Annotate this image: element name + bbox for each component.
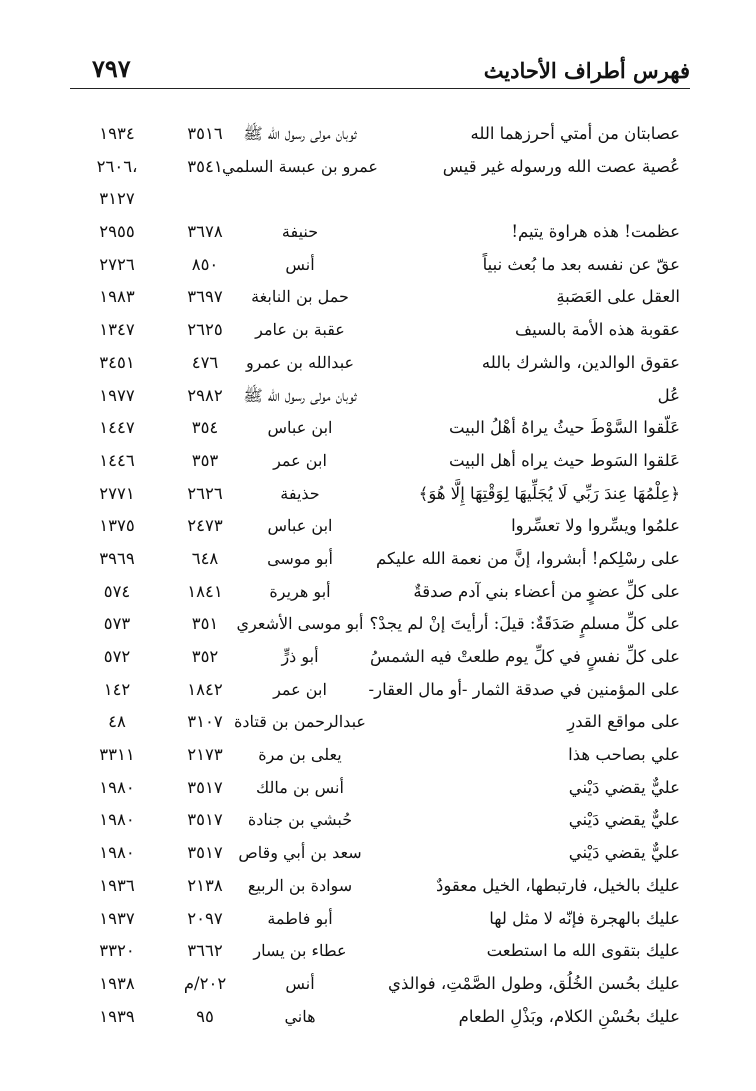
narrator-name: حنيفة <box>281 222 319 242</box>
source-number: ٢٧٢٦ <box>99 254 135 274</box>
hadith-number: ٢٠٩٧ <box>187 908 223 928</box>
table-row <box>70 676 690 709</box>
source-number: ١٣٤٧ <box>99 320 135 340</box>
hadith-number: ١٨٤١ <box>187 581 223 601</box>
narrator-name: حُبشي بن جنادة <box>247 810 353 830</box>
source-number: ١٩٨٠ <box>99 777 135 797</box>
narrator-name: أنس بن مالك <box>256 777 344 797</box>
hadith-text: عظمت! هذه هراوة يتيم! <box>511 222 680 242</box>
narrator-name: أبو ذرٍّ <box>281 647 319 666</box>
table-row <box>70 447 690 480</box>
table-row <box>70 414 690 447</box>
hadith-number: ٣٥٢ <box>191 647 219 666</box>
table-row <box>70 185 690 218</box>
table-row <box>70 283 690 316</box>
hadith-text: على كلِّ نفسٍ في كلِّ يوم طلعتْ فيه الشمسُ <box>369 647 680 666</box>
hadith-number: ٢٩٨٢ <box>187 385 223 405</box>
source-number: ٥٧٢ <box>103 647 131 666</box>
table-row <box>70 708 690 741</box>
source-number: ٣٣١١ <box>99 745 135 765</box>
hadith-number: ٨٥٠ <box>191 254 219 274</box>
narrator-name: ابن عمر <box>273 450 327 470</box>
table-row <box>70 251 690 284</box>
table-row <box>70 872 690 905</box>
hadith-text: عقوق الوالدين، والشرك بالله <box>481 352 680 372</box>
source-number: ٥٧٣ <box>103 614 131 634</box>
source-number: ١٩٣٧ <box>99 908 135 928</box>
hadith-number: ٣٥١٦ <box>187 124 223 143</box>
narrator-name: ثوبان مولى رسول الله ﷺ <box>243 124 357 143</box>
narrator-name: أبو موسى الأشعري <box>236 614 364 634</box>
table-row <box>70 1003 690 1036</box>
hadith-number: ٣٥١٧ <box>187 777 223 797</box>
hadith-number: ٣٥٣ <box>191 450 219 470</box>
hadith-number: ٣٥١ <box>191 614 219 634</box>
source-number: ١٤٤٧ <box>99 418 135 438</box>
hadith-text: على مواقع القدرِ <box>567 712 680 732</box>
narrator-name: سوادة بن الربيع <box>247 875 353 895</box>
narrator-name: أبو فاطمة <box>267 908 333 928</box>
hadith-text: عَلّقوا السَّوْطَ حيثُ يراهُ أهْلُ البيت <box>449 418 680 438</box>
narrator-name: عطاء بن يسار <box>253 941 347 961</box>
narrator-name: ابن عمر <box>273 679 327 699</box>
hadith-number: ٣٥٤ <box>191 418 219 438</box>
table-row <box>70 970 690 1003</box>
hadith-number: ٢٦٢٦ <box>187 483 223 503</box>
hadith-number: ٣٦٦٢ <box>187 941 223 961</box>
hadith-number: ٢٤٧٣ <box>187 516 223 536</box>
narrator-name: ثوبان مولى رسول الله ﷺ <box>243 385 357 405</box>
hadith-number: ٦٤٨ <box>191 548 219 568</box>
source-number: ١٤٤٦ <box>99 450 135 470</box>
table-row <box>70 741 690 774</box>
hadith-text: عليٌّ يقضي دَيْني <box>568 810 680 830</box>
page-title: فهرس أطراف الأحاديث <box>483 58 690 83</box>
hadith-number: ١٨٤٢ <box>187 679 223 699</box>
source-number: ١٩٣٦ <box>99 875 135 895</box>
hadith-text: عقّ عن نفسه بعد ما بُعث نبياً <box>482 254 680 274</box>
hadith-number: ٣١٠٧ <box>187 712 223 732</box>
hadith-number: ٢١٧٣ <box>187 745 223 765</box>
hadith-number: ٣٥١٧ <box>187 843 223 863</box>
source-number: ١٤٢ <box>103 679 131 699</box>
hadith-text: العقل على العَصَبةِ <box>556 287 680 307</box>
hadith-number: ٩٥ <box>196 1006 214 1026</box>
hadith-text: عصابتان من أمتي أحرزهما الله <box>470 124 680 143</box>
narrator-name: يعلى بن مرة <box>258 745 342 765</box>
table-row <box>70 120 690 153</box>
hadith-number: ٣٦٩٧ <box>187 287 223 307</box>
table-row <box>70 643 690 676</box>
source-number: ٣٩٦٩ <box>99 548 135 568</box>
source-number: ١٩٧٧ <box>99 385 135 405</box>
narrator-name: أنس <box>285 254 315 274</box>
hadith-number: ٢٠٢/م <box>183 973 227 993</box>
table-row <box>70 153 690 186</box>
table-row <box>70 578 690 611</box>
narrator-name: أبو هريرة <box>269 581 331 601</box>
table-row <box>70 218 690 251</box>
narrator-name: عقبة بن عامر <box>255 320 345 340</box>
narrator-name: عمرو بن عبسة السلمي <box>222 156 378 176</box>
page-number: ٧٩٧ <box>92 54 131 83</box>
hadith-text: عُصية عصت الله ورسوله غير قيس <box>442 156 680 176</box>
source-number: ١٩٣٤ <box>99 124 135 143</box>
hadith-index-table <box>70 120 690 1035</box>
page-header <box>70 48 690 89</box>
table-row <box>70 905 690 938</box>
hadith-text: عليك بالهجرة فإنّه لا مثل لها <box>489 908 680 928</box>
hadith-number: ٣٦٧٨ <box>187 222 223 242</box>
table-row <box>70 774 690 807</box>
source-number: ١٩٨٠ <box>99 810 135 830</box>
narrator-name: عبدالله بن عمرو <box>245 352 355 372</box>
hadith-text: على كلِّ مسلمٍ صَدَقَةٌ: قيلَ: أرأيتَ إنْ لم يجدْ؟ <box>369 614 680 634</box>
table-row <box>70 480 690 513</box>
hadith-text: عليك بحُسْنِ الكلام، وبَذْلِ الطعام <box>458 1006 680 1026</box>
table-row <box>70 316 690 349</box>
table-row <box>70 349 690 382</box>
hadith-text: عقوبة هذه الأمة بالسيف <box>515 320 680 340</box>
source-number: ٥٧٤ <box>103 581 131 601</box>
source-number: ٣٣٢٠ <box>99 941 135 961</box>
narrator-name: هاني <box>284 1006 316 1026</box>
hadith-text: على المؤمنين في صدقة الثمار -أو مال العقار- <box>368 679 680 699</box>
source-number: ١٩٣٨ <box>99 973 135 993</box>
narrator-name: عبدالرحمن بن قتادة <box>234 712 366 732</box>
hadith-text: عليك بالخيل، فارتبطها، الخيل معقودٌ <box>436 875 680 895</box>
table-row <box>70 545 690 578</box>
hadith-text: علي بصاحب هذا <box>568 745 680 765</box>
table-row <box>70 610 690 643</box>
source-number: ١٩٨٠ <box>99 843 135 863</box>
table-row <box>70 382 690 415</box>
hadith-text: على كلِّ عضوٍ من أعضاء بني آدم صدقةٌ <box>413 581 680 601</box>
narrator-name: أنس <box>285 973 315 993</box>
hadith-text: علمُوا ويسِّروا ولا تعسِّروا <box>511 516 680 536</box>
table-row <box>70 937 690 970</box>
hadith-text: عليٌّ يقضي دَيْني <box>568 843 680 863</box>
source-number: ٢٧٧١ <box>99 483 135 503</box>
narrator-name: حمل بن النابغة <box>251 287 349 307</box>
narrator-name: ابن عباس <box>267 516 333 536</box>
source-number: ٢٩٥٥ <box>99 222 135 242</box>
narrator-name: أبو موسى <box>267 548 333 568</box>
table-row <box>70 806 690 839</box>
narrator-name: ابن عباس <box>267 418 333 438</box>
hadith-text: عُل <box>657 385 680 405</box>
hadith-number: ٣٥٤١ <box>187 156 223 176</box>
hadith-text: عليك بحُسن الخُلُق، وطول الصَّمْتِ، فوالذي <box>388 973 680 993</box>
hadith-text: على رسْلِكم! أبشروا، إنَّ من نعمة الله عليكم <box>376 548 680 568</box>
table-row <box>70 839 690 872</box>
hadith-text: عَلقوا السَوط حيث يراه أهل البيت <box>449 450 680 470</box>
hadith-text: عليك بتقوى الله ما استطعت <box>486 941 680 961</box>
source-number: ٣٤٥١ <box>99 352 135 372</box>
source-number: ١٩٣٩ <box>99 1006 135 1026</box>
source-number: ٢٦٠٦، <box>96 156 138 176</box>
hadith-number: ٢١٣٨ <box>187 875 223 895</box>
hadith-number: ٢٦٢٥ <box>187 320 223 340</box>
source-number: ٤٨ <box>108 712 126 732</box>
narrator-name: سعد بن أبي وقاص <box>238 843 362 863</box>
source-number: ١٩٨٣ <box>99 287 135 307</box>
source-number: ١٣٧٥ <box>99 516 135 536</box>
hadith-number: ٣٥١٧ <box>187 810 223 830</box>
hadith-text: عليٌّ يقضي دَيْني <box>568 777 680 797</box>
hadith-number: ٤٧٦ <box>191 352 219 372</box>
source-number: ٣١٢٧ <box>99 189 135 209</box>
table-row <box>70 512 690 545</box>
hadith-text: ﴿عِلْمُهَا عِندَ رَبِّي لَا يُجَلِّيهَا لِوَقْتِهَا إِلَّا هُوَ﴾ <box>418 483 680 503</box>
narrator-name: حذيفة <box>280 483 320 503</box>
